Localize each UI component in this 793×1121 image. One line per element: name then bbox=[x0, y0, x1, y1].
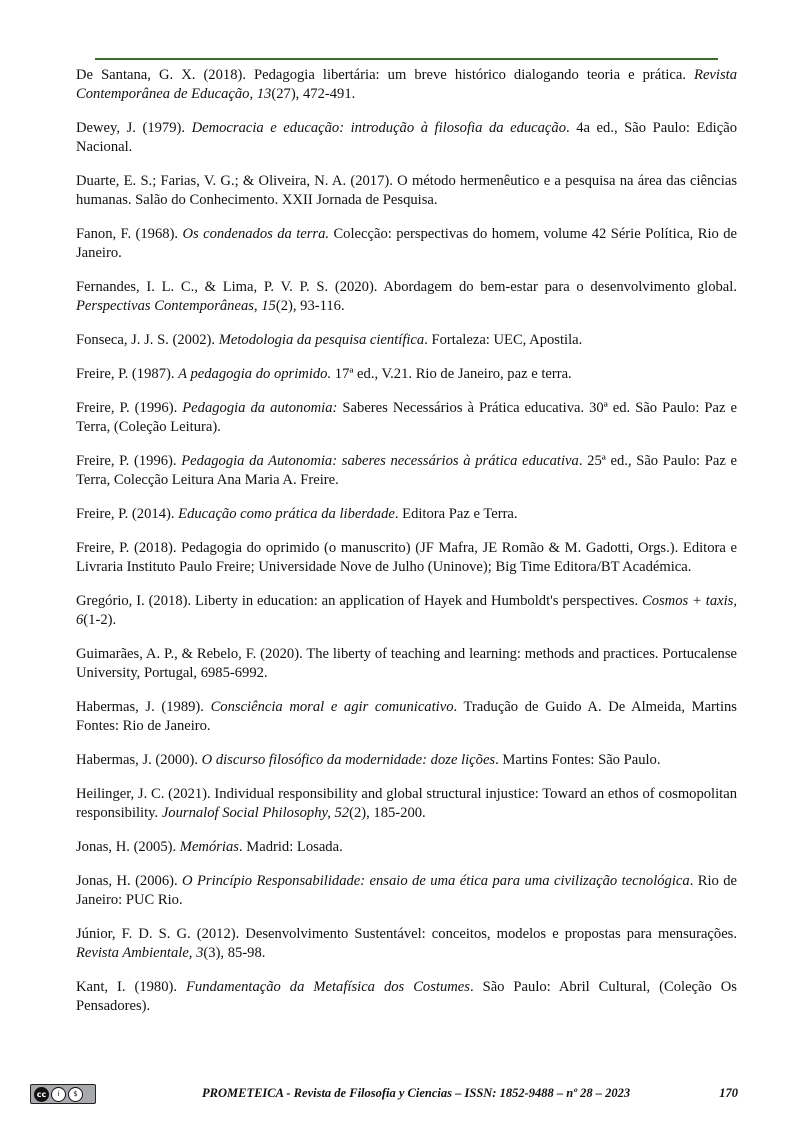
reference-title: Cosmos + taxis, 6 bbox=[76, 593, 737, 628]
reference-details: (3), 85-98. bbox=[203, 945, 266, 961]
reference-entry bbox=[76, 225, 737, 263]
reference-text: Habermas, J. (2000). bbox=[76, 752, 202, 768]
reference-title: O discurso filosófico da modernidade: doze lições bbox=[201, 752, 496, 768]
reference-entry bbox=[76, 592, 737, 630]
reference-text: Freire, P. (1987). bbox=[76, 366, 179, 382]
reference-text: Freire, P. (2014). bbox=[76, 506, 179, 522]
reference-text: Júnior, F. D. S. G. (2012). Desenvolvimento Sustentável: conceitos, modelos e propostas para mensurações. bbox=[76, 926, 737, 942]
reference-title: Metodologia da pesquisa científica bbox=[218, 332, 425, 348]
reference-text: Fonseca, J. J. S. (2002). bbox=[76, 332, 219, 348]
reference-entry bbox=[76, 978, 737, 1016]
nc-icon: $ bbox=[68, 1087, 83, 1102]
reference-details: . Rio de Janeiro: PUC Rio. bbox=[76, 873, 737, 908]
reference-title: Journalof Social Philosophy, 52 bbox=[161, 805, 350, 821]
reference-entry bbox=[76, 645, 737, 683]
reference-title: Pedagogia da Autonomia: saberes necessários à prática educativa bbox=[181, 453, 579, 469]
reference-details: . Madrid: Losada. bbox=[238, 839, 343, 855]
page-footer bbox=[30, 1084, 738, 1104]
reference-details: (2), 185-200. bbox=[349, 805, 426, 821]
reference-title: Os condenados da terra. bbox=[182, 226, 330, 242]
reference-title: A pedagogia do oprimido. bbox=[178, 366, 332, 382]
reference-title: Memórias bbox=[179, 839, 239, 855]
reference-entry bbox=[76, 365, 737, 384]
reference-entry bbox=[76, 172, 737, 210]
journal-citation: PROMETEICA - Revista de Filosofia y Ciencias – ISSN: 1852-9488 – nº 28 – 2023 bbox=[202, 1086, 631, 1100]
header-rule bbox=[95, 58, 718, 60]
reference-list bbox=[76, 66, 737, 1031]
cc-license-badge[interactable] bbox=[30, 1084, 96, 1104]
reference-text: Gregório, I. (2018). Liberty in education: an application of Hayek and Humboldt's perspectives. bbox=[76, 593, 642, 609]
reference-text: Freire, P. (2018). Pedagogia do oprimido (o manuscrito) (JF Mafra, JE Romão & M. Gadotti, Orgs.). Editora e Livraria Instituto Paulo Freire; Universidade Nove de Julho (Uninove); Big Time Editora/BT Académica. bbox=[76, 540, 737, 575]
reference-entry bbox=[76, 785, 737, 823]
reference-title: Democracia e educação: introdução à filosofia da educação bbox=[191, 120, 567, 136]
reference-details: (1-2). bbox=[83, 612, 117, 628]
reference-entry bbox=[76, 66, 737, 104]
reference-details: Saberes Necessários à Prática educativa. 30ª ed. São Paulo: Paz e Terra, (Coleção Leitura). bbox=[76, 400, 737, 435]
reference-entry bbox=[76, 331, 737, 350]
reference-entry bbox=[76, 452, 737, 490]
reference-text: Heilinger, J. C. (2021). Individual responsibility and global structural injustice: Toward an ethos of cosmopolitan responsibility. bbox=[76, 786, 737, 821]
reference-title: Perspectivas Contemporâneas, 15 bbox=[76, 298, 276, 314]
reference-entry bbox=[76, 698, 737, 736]
reference-details: . 25ª ed., São Paulo: Paz e Terra, Colecção Leitura Ana Maria A. Freire. bbox=[76, 453, 737, 488]
reference-entry bbox=[76, 119, 737, 157]
reference-details: . Martins Fontes: São Paulo. bbox=[495, 752, 661, 768]
cc-icon: cc bbox=[34, 1087, 49, 1102]
reference-title: Revista Contemporânea de Educação, 13 bbox=[76, 67, 737, 102]
reference-text: Dewey, J. (1979). bbox=[76, 120, 192, 136]
reference-title: Consciência moral e agir comunicativo bbox=[210, 699, 454, 715]
reference-text: Fernandes, I. L. C., & Lima, P. V. P. S. (2020). Abordagem do bem-estar para o desenvolvimento global. bbox=[76, 279, 737, 295]
reference-entry bbox=[76, 505, 737, 524]
reference-text: Jonas, H. (2005). bbox=[76, 839, 180, 855]
reference-entry bbox=[76, 278, 737, 316]
reference-text: Fanon, F. (1968). bbox=[76, 226, 183, 242]
reference-details: . Fortaleza: UEC, Apostila. bbox=[424, 332, 583, 348]
reference-text: De Santana, G. X. (2018). Pedagogia libertária: um breve histórico dialogando teoria e prática. bbox=[76, 67, 695, 83]
reference-text: Guimarães, A. P., & Rebelo, F. (2020). The liberty of teaching and learning: methods and practices. Portucalense University, Portugal, 6985-6992. bbox=[76, 646, 737, 681]
reference-details: . Tradução de Guido A. De Almeida, Martins Fontes: Rio de Janeiro. bbox=[76, 699, 737, 734]
reference-entry bbox=[76, 925, 737, 963]
reference-details: (27), 472-491. bbox=[271, 86, 356, 102]
reference-entry bbox=[76, 872, 737, 910]
reference-text: Habermas, J. (1989). bbox=[76, 699, 211, 715]
reference-text: Duarte, E. S.; Farias, V. G.; & Oliveira, N. A. (2017). O método hermenêutico e a pesquisa na área das ciências humanas. Salão do Conhecimento. XXII Jornada de Pesquisa. bbox=[76, 173, 737, 208]
reference-title: O Princípio Responsabilidade: ensaio de uma ética para uma civilização tecnológica bbox=[182, 873, 690, 889]
reference-entry bbox=[76, 399, 737, 437]
reference-details: . 4a ed., São Paulo: Edição Nacional. bbox=[76, 120, 737, 155]
by-icon: i bbox=[51, 1087, 66, 1102]
reference-text: Freire, P. (1996). bbox=[76, 453, 182, 469]
reference-title: Pedagogia da autonomia: bbox=[182, 400, 338, 416]
reference-details: 17ª ed., V.21. Rio de Janeiro, paz e terra. bbox=[331, 366, 572, 382]
reference-details: (2), 93-116. bbox=[275, 298, 345, 314]
page-number: 170 bbox=[719, 1086, 738, 1100]
reference-entry bbox=[76, 838, 737, 857]
reference-text: Kant, I. (1980). bbox=[76, 979, 186, 995]
reference-title: Revista Ambientale, 3 bbox=[76, 945, 204, 961]
reference-text: Jonas, H. (2006). bbox=[76, 873, 183, 889]
reference-entry bbox=[76, 539, 737, 577]
reference-details: . Editora Paz e Terra. bbox=[394, 506, 518, 522]
reference-details: Colecção: perspectivas do homem, volume 42 Série Política, Rio de Janeiro. bbox=[76, 226, 737, 261]
reference-text: Freire, P. (1996). bbox=[76, 400, 183, 416]
reference-entry bbox=[76, 751, 737, 770]
reference-details: . São Paulo: Abril Cultural, (Coleção Os Pensadores). bbox=[76, 979, 737, 1014]
reference-title: Fundamentação da Metafísica dos Costumes bbox=[186, 979, 470, 995]
reference-title: Educação como prática da liberdade bbox=[178, 506, 395, 522]
